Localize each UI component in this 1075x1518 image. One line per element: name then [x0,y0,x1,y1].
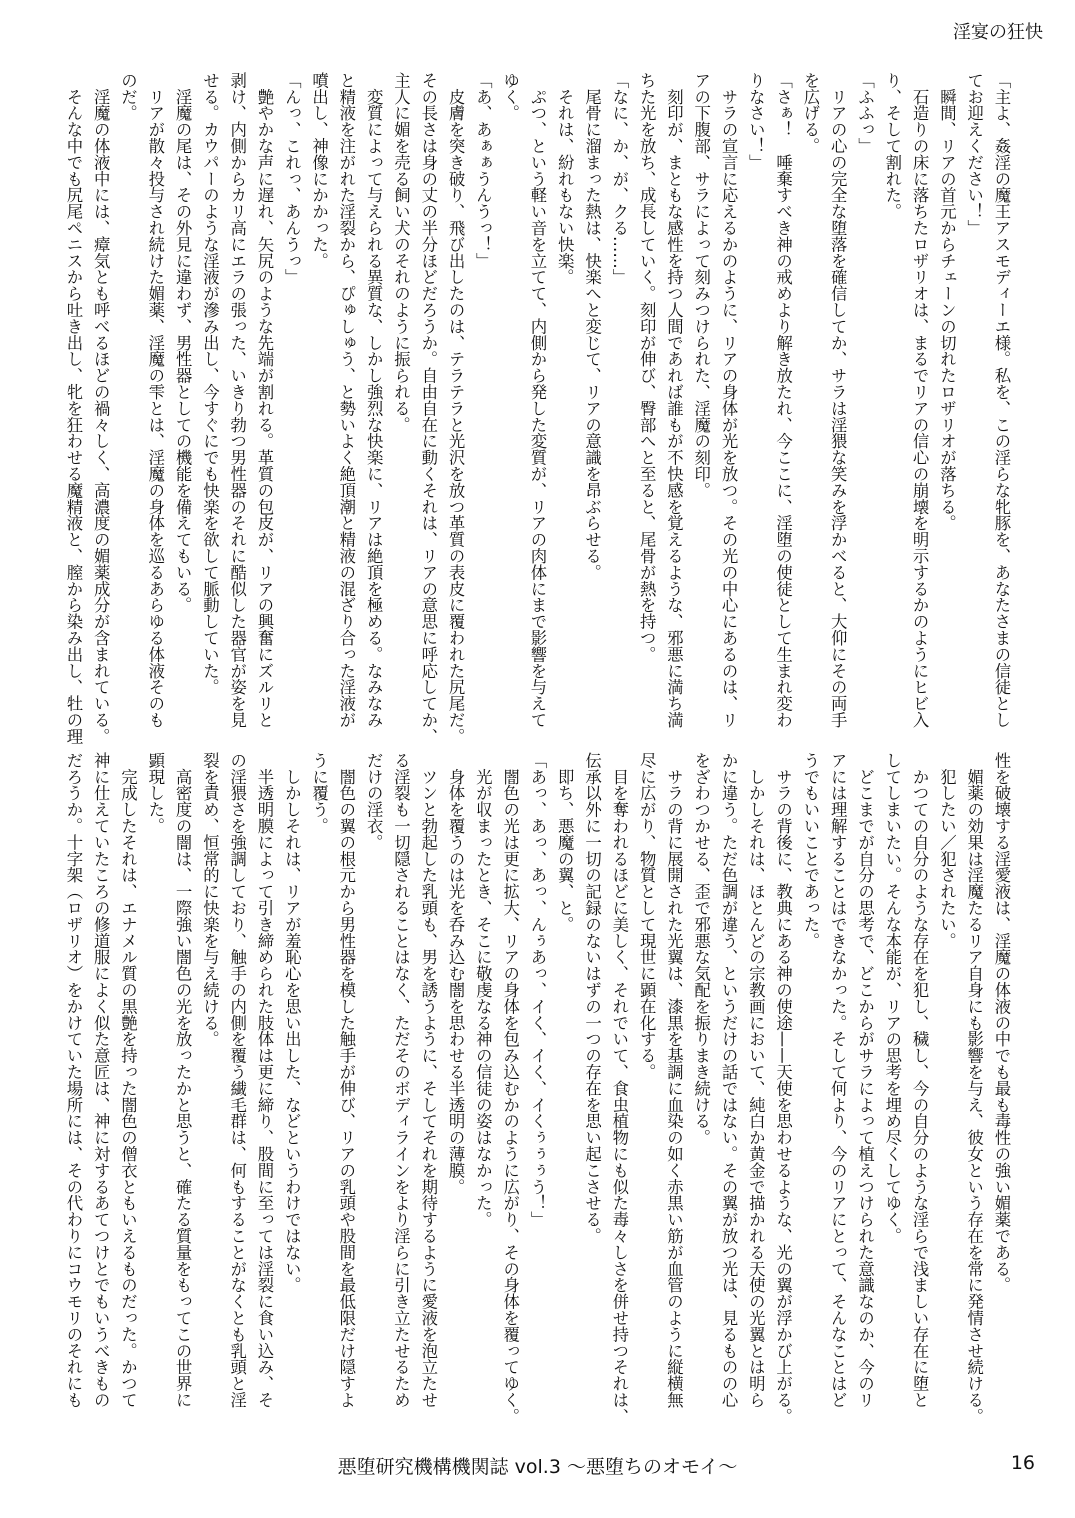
text-column: しかしそれは、リアが羞恥心を思い出した、などというわけではない。 [282,752,302,1294]
text-column: してしまいたい。そんな本能が、リアの思考を埋め尽くしてゆく。 [882,752,902,1244]
text-column: 犯したい／犯されたい。 [937,752,957,949]
text-column: 「さぁ！ 唾棄すべき神の戒めより解き放たれ、今ここに、淫堕の使徒として生まれ変わ [773,72,793,728]
text-column: 皮膚を突き破り、飛び出したのは、テラテラと光沢を放つ革質の表皮に覆われた尻尾だ。 [446,72,466,745]
text-column: の淫猥さを強調しており、触手の内側を覆う繊毛群は、何もすることがなくとも乳頭と淫 [227,752,247,1408]
text-column: うでもいいことであった。 [800,752,820,949]
text-column: てお迎えください！」 [964,72,984,236]
text-column: 淫魔の尾は、その外見に違わず、男性器としての機能を備えてもいる。 [173,72,193,614]
text-column: 艶やかな声に遅れ、矢尻のような先端が割れる。革質の包皮が、リアの興奮にズルリと [254,72,274,728]
text-column: サラの宣言に応えるかのように、リアの身体が光を放つ。その光の中心にあるのは、リ [719,72,739,728]
text-column: サラの背に展開された光翼は、漆黒を基調に血染の如く赤黒い筋が血管のように縦横無 [664,752,684,1408]
text-column: 目を奪われるほどに美しく、それでいて、食虫植物にも似た毒々しさを併せ持つそれは、 [609,752,629,1425]
text-column: 身体を覆うのは光を呑み込む闇を思わせる半透明の薄膜。 [446,752,466,1195]
text-column: それは、紛れもない快楽。 [555,72,575,286]
text-column: リアの心の完全な堕落を確信してか、サラは淫猥な笑みを浮かべると、大仰にその両手 [828,72,848,728]
text-column: かに違う。ただ色調が違う、というだけの話ではない。その翼が放つ光は、見るものの心 [719,752,739,1408]
page-number: 16 [1010,1452,1035,1474]
text-column: 光が収まったとき、そこに敬虔なる神の信徒の姿はなかった。 [473,752,493,1228]
running-header-title: 淫宴の狂快 [953,22,1043,43]
text-column: 高密度の闇は、一際強い闇色の光を放ったかと思うと、確たる質量をもってこの世界に [173,752,193,1408]
text-column: 尾骨に溜まった熱は、快楽へと変じて、リアの意識を昂ぶらせる。 [582,72,602,581]
text-column: サラの背後に、教典にある神の使途——天使を思わせるような、光の翼が浮かび上がる。 [773,752,793,1425]
text-column: アの下腹部、サラによって刻みつけられた、淫魔の刻印。 [691,72,711,499]
footer-publication-title: 悪堕研究機構機関誌 vol.3 〜悪堕ちのオモイ〜 [337,1456,738,1478]
text-block-upper [63,72,1015,745]
text-column: しかしそれは、ほとんどの宗教画において、純白か黄金で描かれる天使の光翼とは明ら [746,752,766,1408]
text-column: 石造りの床に落ちたロザリオは、まるでリアの信心の崩壊を明示するかのようにヒビ入 [910,72,930,728]
text-column: かつての自分のような存在を犯し、穢し、今の自分のような淫らで浅ましい存在に堕と [910,752,930,1408]
text-column: そんな中でも尻尾ペニスから吐き出し、牝を狂わせる魔精液と、膣から染み出し、牡の理 [63,72,83,745]
text-column: どこまでが自分の思考で、どこからがサラによって植えつけられた意識なのか、今のリ [855,752,875,1408]
text-column: 主人に媚を売る飼い犬のそれのように振られる。 [391,72,411,433]
text-column: りなさい！」 [746,72,766,171]
text-column: 「ふふっ」 [855,72,875,154]
text-column: 性を破壊する淫愛液は、淫魔の体液の中でも最も毒性の強い媚薬である。 [992,752,1011,1294]
text-column: ツンと勃起した乳頭も、男を誘うように、そしてそれを期待するように愛液を泡立たせ [418,752,438,1408]
text-column: をざわつかせる、歪で邪悪な気配を振りまき続ける。 [691,752,711,1146]
text-column: 「なに、か、が、クる……」 [609,72,629,286]
text-column: アには理解することはできなかった。そして何より、今のリアにとって、そんなことはど [828,752,848,1408]
text-column: 尽に広がり、物質として現世に顕在化する。 [637,752,657,1080]
text-column: 「あ、あぁぁうんうっ！」 [473,72,493,269]
text-column: その長さは身の丈の半分ほどだろうか。自由自在に動くそれは、リアの意思に呼応してか、 [418,72,438,745]
text-column: と精液を注がれた淫裂から、ぴゅしゅう、と勢いよく絶頂潮と精液の混ざり合った淫液が [336,72,356,728]
text-column: 剥け、内側からカリ高にエラの張った、いきり勃つ男性器のそれに酷似した器官が姿を見 [227,72,247,728]
text-column: 「んっ、これっ、あんうっ」 [282,72,302,286]
text-column: 瞬間、リアの首元からチェーンの切れたロザリオが落ちる。 [937,72,957,532]
text-column: せる。カウパーのような淫液が滲み出し、今すぐにでも快楽を欲して脈動していた。 [200,72,220,696]
text-column: 半透明膜によって引き締められた肢体は更に締り、股間に至っては淫裂に食い込み、そ [254,752,274,1408]
text-column: 変質によって与えられる異質な、しかし強烈な快楽に、リアは絶頂を極める。なみなみ [364,72,384,728]
text-column: 噴出し、神像にかかった。 [309,72,329,269]
text-column: 媚薬の効果は淫魔たるリア自身にも影響を与え、彼女という存在を常に発情させ続ける。 [964,752,984,1425]
text-column: 「主よ、姦淫の魔王アスモディーエ様。私を、この淫らな牝豚を、あなたさまの信徒とし [992,72,1011,728]
text-column: のだ。 [118,72,138,122]
text-column: 闇色の光は更に拡大、リアの身体を包み込むかのように広がり、その身体を覆ってゆく。 [500,752,520,1425]
text-column: 完成したそれは、エナメル質の黒艶を持った闇色の僧衣ともいえるものだった。かつて [118,752,138,1408]
text-column: ちた光を放ち、成長していく。刻印が伸び、臀部へと至ると、尾骨が熱を持つ。 [637,72,657,663]
text-column: り、そして割れた。 [882,72,902,220]
text-column: 即ち、悪魔の翼、と。 [555,752,575,933]
text-column: 裂を責め、恒常的に快楽を与え続ける。 [200,752,220,1048]
text-column: だけの淫衣。 [364,752,384,851]
text-column: 神に仕えていたころの修道服によく似た意匠は、神に対するあてつけとでもいうべきもの [91,752,111,1408]
text-column: 刻印が、まともな感性を持つ人間であれば誰もが不快感を覚えるような、邪悪に満ち満 [664,72,684,728]
text-column: る淫裂も一切隠されることはなく、ただそのボディラインをより淫らに引き立たせるため [391,752,411,1408]
text-column: リアが散々投与され続けた媚薬、淫魔の雫とは、淫魔の身体を巡るあらゆる体液そのも [145,72,165,728]
text-column: うに覆う。 [309,752,329,834]
text-column: だろうか。十字架（ロザリオ）をかけていた場所には、その代わりにコウモリのそれにも [63,752,83,1408]
text-block-lower [63,752,1015,1425]
text-column: を広げる。 [800,72,820,154]
text-column: ぷつ、という軽い音を立てて、内側から発した変質が、リアの肉体にまで影響を与えて [527,72,547,728]
text-column: 顕現した。 [145,752,165,834]
text-column: ゆく。 [500,72,520,122]
text-column: 伝承以外に一切の記録のないはずの一つの存在を思い起こさせる。 [582,752,602,1244]
text-column: 闇色の翼の根元から男性器を模した触手が伸び、リアの乳頭や股間を最低限だけ隠すよ [336,752,356,1408]
text-column: 淫魔の体液中には、瘴気とも呼べるほどの禍々しく、高濃度の媚薬成分が含まれている。 [91,72,111,745]
text-column: 「あっ、あっ、あっ、んぅあっ、イく、イく、イくぅぅぅう！」 [527,752,547,1228]
